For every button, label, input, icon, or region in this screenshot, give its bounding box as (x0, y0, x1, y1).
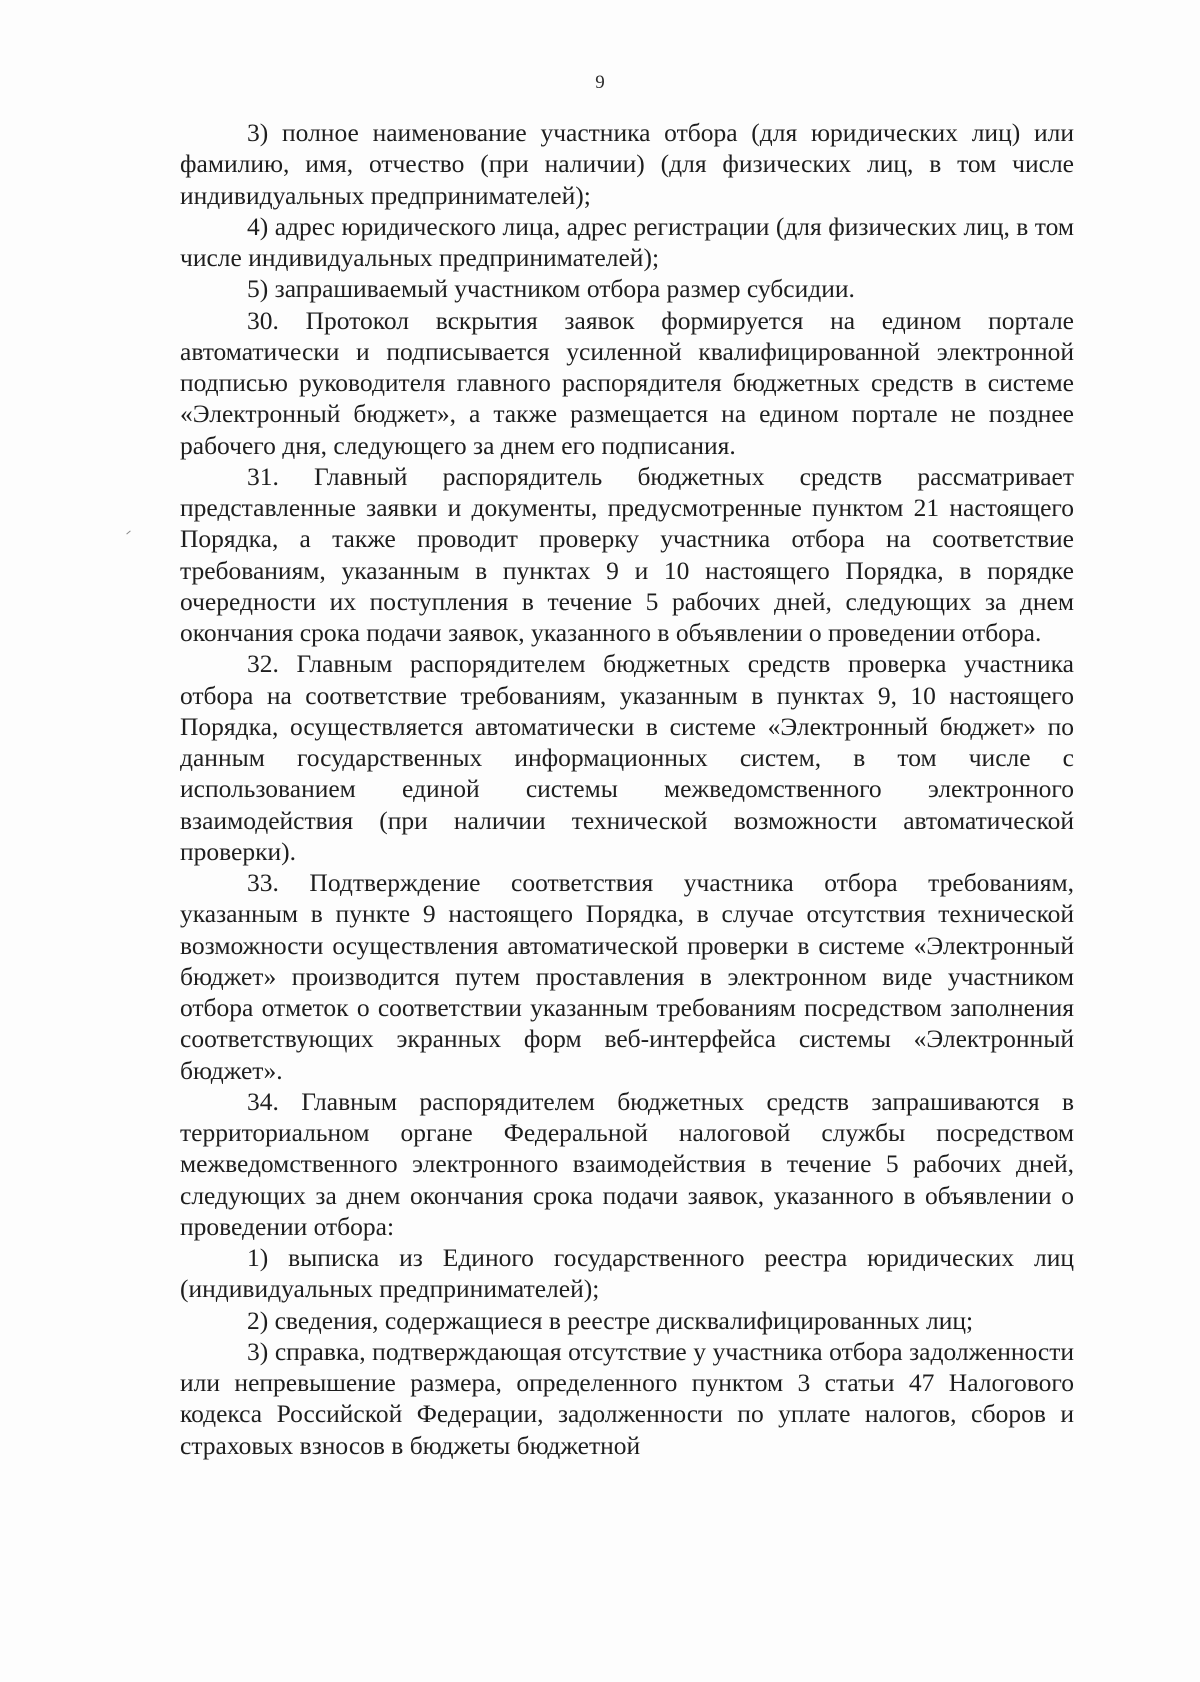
paragraph-34-item-3: 3) справка, подтверждающая отсутствие у участника отбора задолженности или непревышение размера, определенного пунктом 3 статьи 47 Налогового кодекса Российской Федерации, задолженности по уплате налогов, сборов и страховых взносов в бюджеты бюджетной (180, 1336, 1074, 1460)
paragraph-32: 32. Главным распорядителем бюджетных средств проверка участника отбора на соответствие требованиям, указанным в пунктах 9, 10 настоящего Порядка, осуществляется автоматически в системе «Электронный бюджет» по данным государственных информационных систем, в том числе с использованием единой системы межведомственного электронного взаимодействия (при наличии технической возможности автоматической проверки). (180, 649, 1074, 866)
paragraph-34-item-1: 1) выписка из Единого государственного реестра юридических лиц (индивидуальных предпринимателей); (180, 1243, 1074, 1304)
document-body (180, 117, 1074, 1461)
paragraph-34: 34. Главным распорядителем бюджетных средств запрашиваются в территориальном органе Федеральной налоговой службы посредством межведомственного электронного взаимодействия в течение 5 рабочих дней, следующих за днем окончания срока подачи заявок, указанного в объявлении о проведении отбора: (180, 1086, 1074, 1241)
paragraph-31: 31. Главный распорядитель бюджетных средств рассматривает представленные заявки и документы, предусмотренные пунктом 21 настоящего Порядка, а также проводит проверку участника отбора на соответствие требованиям, указанным в пунктах 9 и 10 настоящего Порядка, в порядке очередности их поступления в течение 5 рабочих дней, следующих за днем окончания срока подачи заявок, указанного в объявлении о проведении отбора. (180, 461, 1074, 647)
paragraph-34-item-2: 2) сведения, содержащиеся в реестре дисквалифицированных лиц; (247, 1305, 974, 1335)
paragraph-33: 33. Подтверждение соответствия участника отбора требованиям, указанным в пункте 9 настоящего Порядка, в случае отсутствия технической возможности осуществления автоматической проверки в системе «Электронный бюджет» производится путем проставления в электронном виде участником отбора отметок о соответствии указанным требованиям посредством заполнения соответствующих экранных форм веб-интерфейса системы «Электронный бюджет». (180, 868, 1074, 1085)
paragraph-30: 30. Протокол вскрытия заявок формируется на едином портале автоматически и подписывается усиленной квалифицированной электронной подписью руководителя главного распорядителя бюджетных средств в системе «Электронный бюджет», а также размещается на едином портале не позднее рабочего дня, следующего за днем его подписания. (180, 305, 1074, 460)
paragraph-item-5: 5) запрашиваемый участником отбора размер субсидии. (247, 274, 855, 304)
paragraph-item-3: 3) полное наименование участника отбора (для юридических лиц) или фамилию, имя, отчество (при наличии) (для физических лиц, в том числе индивидуальных предпринимателей); (180, 118, 1074, 210)
scan-mark (126, 531, 130, 535)
paragraph-item-4: 4) адрес юридического лица, адрес регистрации (для физических лиц, в том числе индивидуальных предпринимателей); (180, 211, 1074, 272)
page-number: 9 (595, 72, 605, 93)
